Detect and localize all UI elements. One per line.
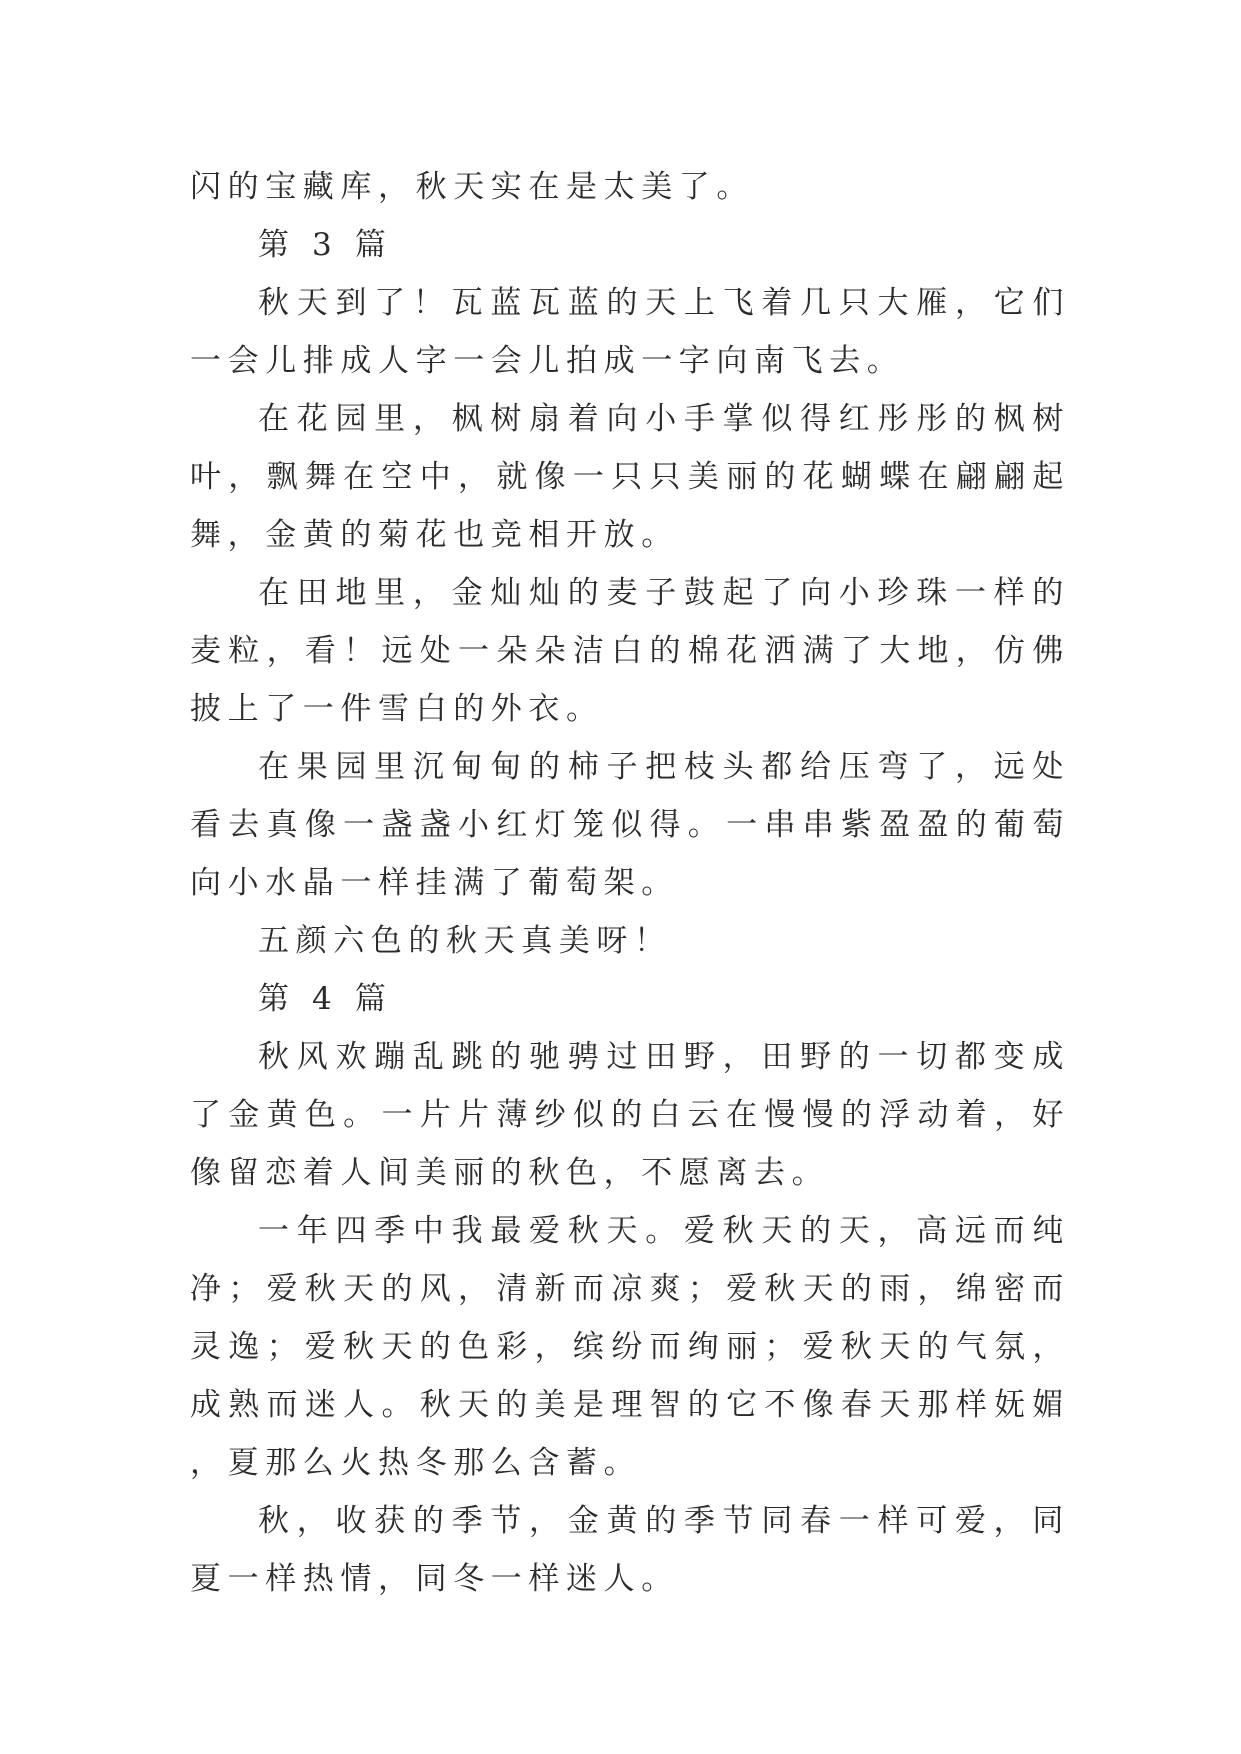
section-heading-4: 第 4 篇 xyxy=(258,981,393,1017)
paragraph: 五颜六色的秋天真美呀！ xyxy=(258,923,672,959)
paragraph: 在田地里，金灿灿的麦子鼓起了向小珍珠一样的麦粒，看！远处一朵朵洁白的棉花洒满了大地，仿佛披上了一件雪白的外衣。 xyxy=(190,575,1070,727)
paragraph: 秋天到了！瓦蓝瓦蓝的天上飞着几只大雁，它们一会儿排成人字一会儿拍成一字向南飞去。 xyxy=(190,285,1070,379)
document-body xyxy=(190,158,1070,1608)
paragraph: 在果园里沉甸甸的柿子把枝头都给压弯了，远处看去真像一盏盏小红灯笼似得。一串串紫盈盈的葡萄向小水晶一样挂满了葡萄架。 xyxy=(190,749,1070,901)
paragraph: 秋，收获的季节，金黄的季节同春一样可爱，同夏一样热情，同冬一样迷人。 xyxy=(190,1503,1070,1597)
paragraph-continuation: 闪的宝藏库，秋天实在是太美了。 xyxy=(190,169,754,205)
paragraph: 一年四季中我最爱秋天。爱秋天的天，高远而纯净；爱秋天的风，清新而凉爽；爱秋天的雨，绵密而灵逸；爱秋天的色彩，缤纷而绚丽；爱秋天的气氛，成熟而迷人。秋天的美是理智的它不像春天那样妩媚，夏那么火热冬那么含蓄。 xyxy=(190,1213,1070,1481)
paragraph: 秋风欢蹦乱跳的驰骋过田野，田野的一切都变成了金黄色。一片片薄纱似的白云在慢慢的浮动着，好像留恋着人间美丽的秋色，不愿离去。 xyxy=(190,1039,1070,1191)
paragraph: 在花园里，枫树扇着向小手掌似得红彤彤的枫树叶，飘舞在空中，就像一只只美丽的花蝴蝶在翩翩起舞，金黄的菊花也竞相开放。 xyxy=(190,401,1070,553)
section-heading-3: 第 3 篇 xyxy=(258,227,393,263)
